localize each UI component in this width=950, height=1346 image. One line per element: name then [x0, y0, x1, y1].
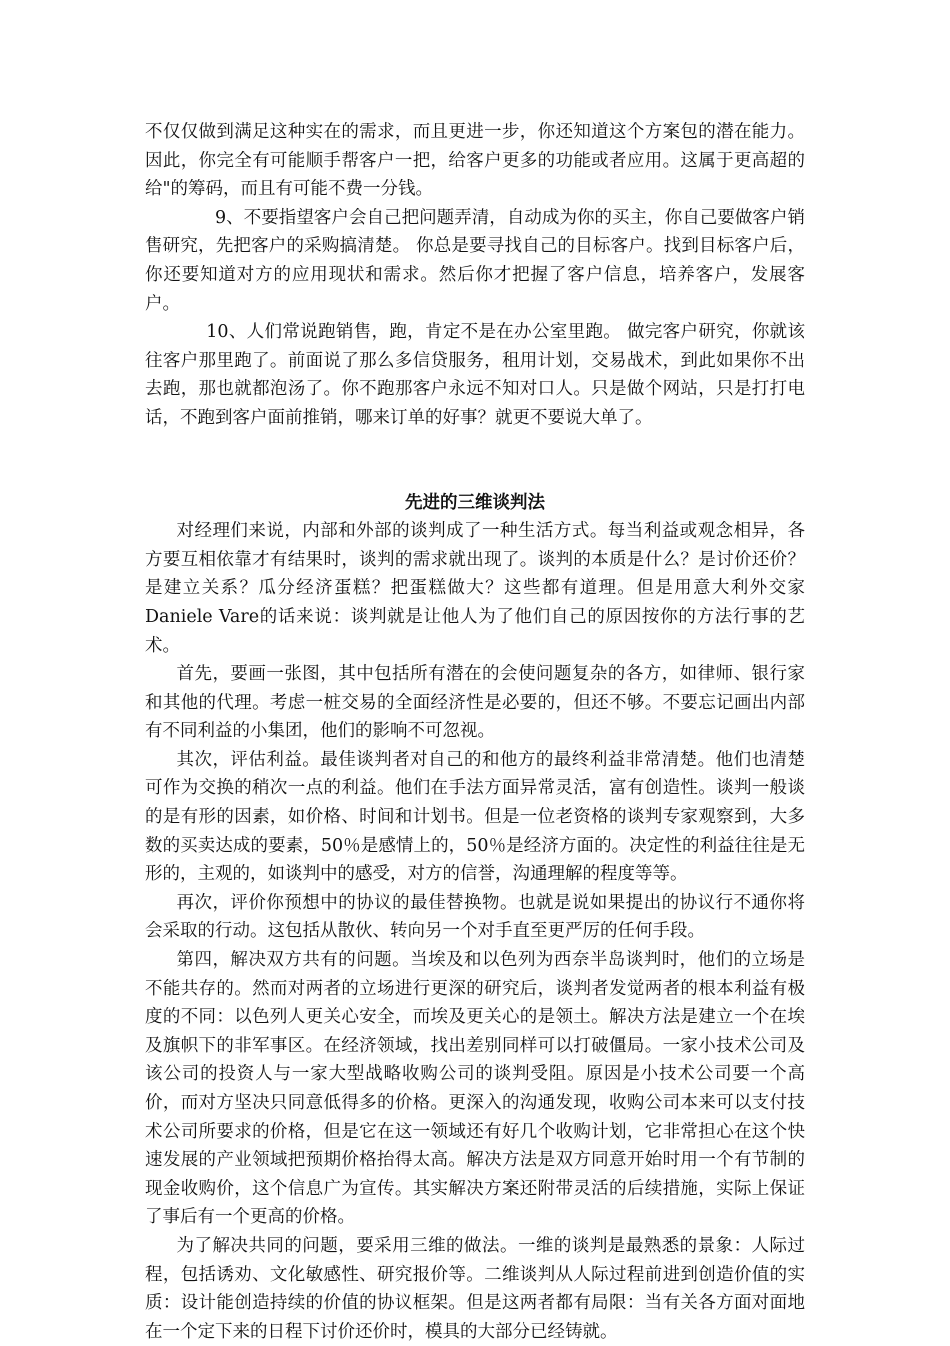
section-spacer	[145, 433, 805, 489]
paragraph-continued: 不仅仅做到满足这种实在的需求，而且更进一步，你还知道这个方案包的潜在能力。因此，你完全有可能顺手帮客户一把，给客户更多的功能或者应用。这属于更高超的给"的筹码，而且有可能不费一分钱。	[145, 122, 805, 200]
section-title: 先进的三维谈判法	[405, 492, 545, 513]
paragraph-first: 首先，要画一张图，其中包括所有潜在的会使问题复杂的各方，如律师、银行家和其他的代理。考虑一桩交易的全面经济性是必要的，但还不够。不要忘记画出内部有不同利益的小集团，他们的影响不可忽视。	[145, 664, 805, 742]
paragraph-item-9: 9、不要指望客户会自己把问题弄清，自动成为你的买主，你自己要做客户销售研究，先把客户的采购搞清楚。 你总是要寻找自己的目标客户。找到目标客户后，你还要知道对方的应用现状和需求。然后你才把握了客户信息，培养客户，发展客户。	[145, 207, 805, 314]
paragraph-third: 再次，评价你预想中的协议的最佳替换物。也就是说如果提出的协议行不通你将会采取的行动。这包括从散伙、转向另一个对手直至更严厉的任何手段。	[145, 892, 805, 942]
paragraph-intro: 对经理们来说，内部和外部的谈判成了一种生活方式。每当利益或观念相异，各方要互相依靠才有结果时，谈判的需求就出现了。谈判的本质是什么？是讨价还价？是建立关系？瓜分经济蛋糕？把蛋糕做大？这些都有道理。但是用意大利外交家Daniele Vare的话来说：谈判就是让他人为了他们自己的原因按你的方法行事的艺术。	[145, 521, 805, 656]
paragraph-fourth: 第四，解决双方共有的问题。当埃及和以色列为西奈半岛谈判时，他们的立场是不能共存的。然而对两者的立场进行更深的研究后，谈判者发觉两者的根本利益有极度的不同：以色列人更关心安全，而埃及更关心的是领土。解决方法是建立一个在埃及旗帜下的非军事区。在经济领域，找出差别同样可以打破僵局。一家小技术公司及该公司的投资人与一家大型战略收购公司的谈判受阻。原因是小技术公司要一个高价，而对方坚决只同意低得多的价格。更深入的沟通发现，收购公司本来可以支付技术公司所要求的价格，但是它在这一领域还有好几个收购计划，它非常担心在这个快速发展的产业领域把预期价格抬得太高。解决方法是双方同意开始时用一个有节制的现金收购价，这个信息广为宣传。其实解决方案还附带灵活的后续措施，实际上保证了事后有一个更高的价格。	[145, 950, 805, 1228]
paragraph-second: 其次，评估利益。最佳谈判者对自己的和他方的最终利益非常清楚。他们也清楚可作为交换的稍次一点的利益。他们在手法方面异常灵活，富有创造性。谈判一般谈的是有形的因素，如价格、时间和计划书。但是一位老资格的谈判专家观察到，大多数的买卖达成的要素，50％是感情上的，50％是经济方面的。决定性的利益往往是无形的，主观的，如谈判中的感受，对方的信誉，沟通理解的程度等等。	[145, 749, 805, 885]
paragraph-three-dimensional: 为了解决共同的问题，要采用三维的做法。一维的谈判是最熟悉的景象：人际过程，包括诱劝、文化敏感性、研究报价等。二维谈判从人际过程前进到创造价值的实质：设计能创造持续的价值的协议框架。但是这两者都有局限：当有关各方面对面地在一个定下来的日程下讨价还价时，模具的大部分已经铸就。	[145, 1235, 805, 1342]
document-page	[145, 118, 805, 1346]
paragraph-item-10: 10、人们常说跑销售，跑，肯定不是在办公室里跑。 做完客户研究，你就该往客户那里跑了。前面说了那么多信贷服务，租用计划，交易战术，到此如果你不出去跑，那也就都泡汤了。你不跑那客户永远不知对口人。只是做个网站，只是打打电话，不跑到客户面前推销，哪来订单的好事？就更不要说大单了。	[145, 322, 805, 428]
